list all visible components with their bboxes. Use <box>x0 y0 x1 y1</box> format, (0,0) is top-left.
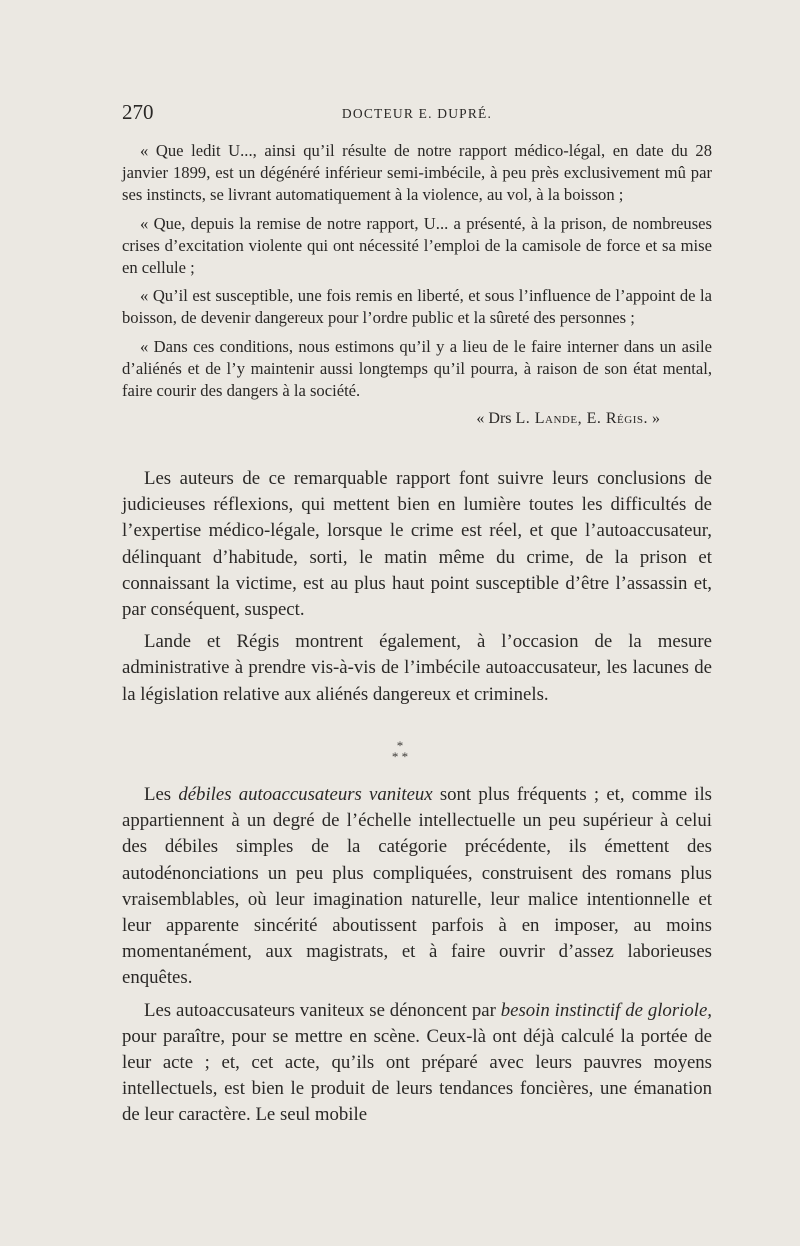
body-paragraph <box>122 998 712 1129</box>
text-run: Les <box>144 784 172 805</box>
quote-paragraph: « Qu’il est susceptible, une fois remis en liberté, et sous l’influence de l’appoint de la boisson, de devenir dangereux pour l’ordre public et la sûreté des personnes ; <box>122 286 712 328</box>
quote-paragraph: « Que, depuis la remise de notre rapport, U... a présenté, à la prison, de nombreuses crises d’excitation violente qui ont nécessité l’emploi de la camisole de force et sa mise en cellule ; <box>122 213 712 278</box>
asterism-bottom: * * <box>391 749 409 764</box>
body-paragraph: Lande et Régis montrent également, à l’occasion de la mesure administrative à prendre vis-à-vis de l’imbécile autoaccusateur, les lacunes de la législation relative aux aliénés dangereux et criminels. <box>122 631 712 705</box>
text-run: sont plus fréquents ; et, comme ils appartiennent à un degré de l’échelle intellectuelle un peu supérieur à celui des débiles simples de la catégorie précédente, ils émettent des autodénonciations un peu plus compliquées, construisent des romans plus vraisemblables, où leur imagination naturelle, leur malice intentionnelle et leur apparente sincérité aboutissent parfois à en imposer, au moins momentanément, aux magistrats, et à faire ouvrir d’assez laborieuses enquêtes. <box>122 784 712 989</box>
page-number: 270 <box>122 100 154 124</box>
body-paragraph: Les auteurs de ce remarquable rapport font suivre leurs conclusions de judicieuses réflexions, qui mettent bien en lumière toutes les difficultés de l’expertise médico-légale, lorsque le crime est réel, et que l’autoaccusateur, délinquant d’habitude, sorti, le matin même du crime, de la prison et connaissant la victime, est au plus haut point susceptible d’être l’assassin et, par conséquent, suspect. <box>122 468 712 621</box>
commentary-section <box>122 466 712 714</box>
signature-names: L. Lande, E. Régis. <box>515 410 648 428</box>
vaniteux-section <box>122 782 712 1135</box>
italic-term: débiles autoaccusateurs vaniteux <box>178 784 433 805</box>
running-title: DOCTEUR E. DUPRÉ. <box>341 106 493 121</box>
italic-term: besoin instinctif de gloriole, <box>500 999 712 1021</box>
asterism-divider <box>0 740 800 762</box>
body-paragraph <box>122 782 712 992</box>
running-head <box>122 100 712 130</box>
text-run: Les autoaccusateurs vaniteux se dénoncent par <box>144 999 496 1021</box>
quote-paragraph: « Que ledit U..., ainsi qu’il résulte de notre rapport médico-légal, en date du 28 janvier 1899, est un dégénéré inférieur semi-imbécile, à peu près exclusivement mû par ses instincts, se livrant automatiquement à la violence, au vol, à la boisson ; <box>122 141 712 205</box>
quote-paragraph: « Dans ces conditions, nous estimons qu’il y a lieu de le faire interner dans un asile d’aliénés et de l’y maintenir aussi longtemps qu’il pourra, à raison de son état mental, faire courir des dangers à la société. <box>122 336 712 401</box>
quoted-conclusions <box>122 140 712 430</box>
signature <box>122 408 712 430</box>
signature-close: » <box>652 410 660 428</box>
asterism-top: * <box>396 738 404 753</box>
text-run: pour paraître, pour se mettre en scène. Ceux-là ont déjà calculé la portée de leur acte ; et, cet acte, qu’ils ont préparé avec leurs pauvres moyens intellectuels, est bien le produit de leurs tendances foncières, une émanation de leur caractère. Le seul mobile <box>122 1025 712 1126</box>
signature-open: « Drs <box>476 410 512 428</box>
